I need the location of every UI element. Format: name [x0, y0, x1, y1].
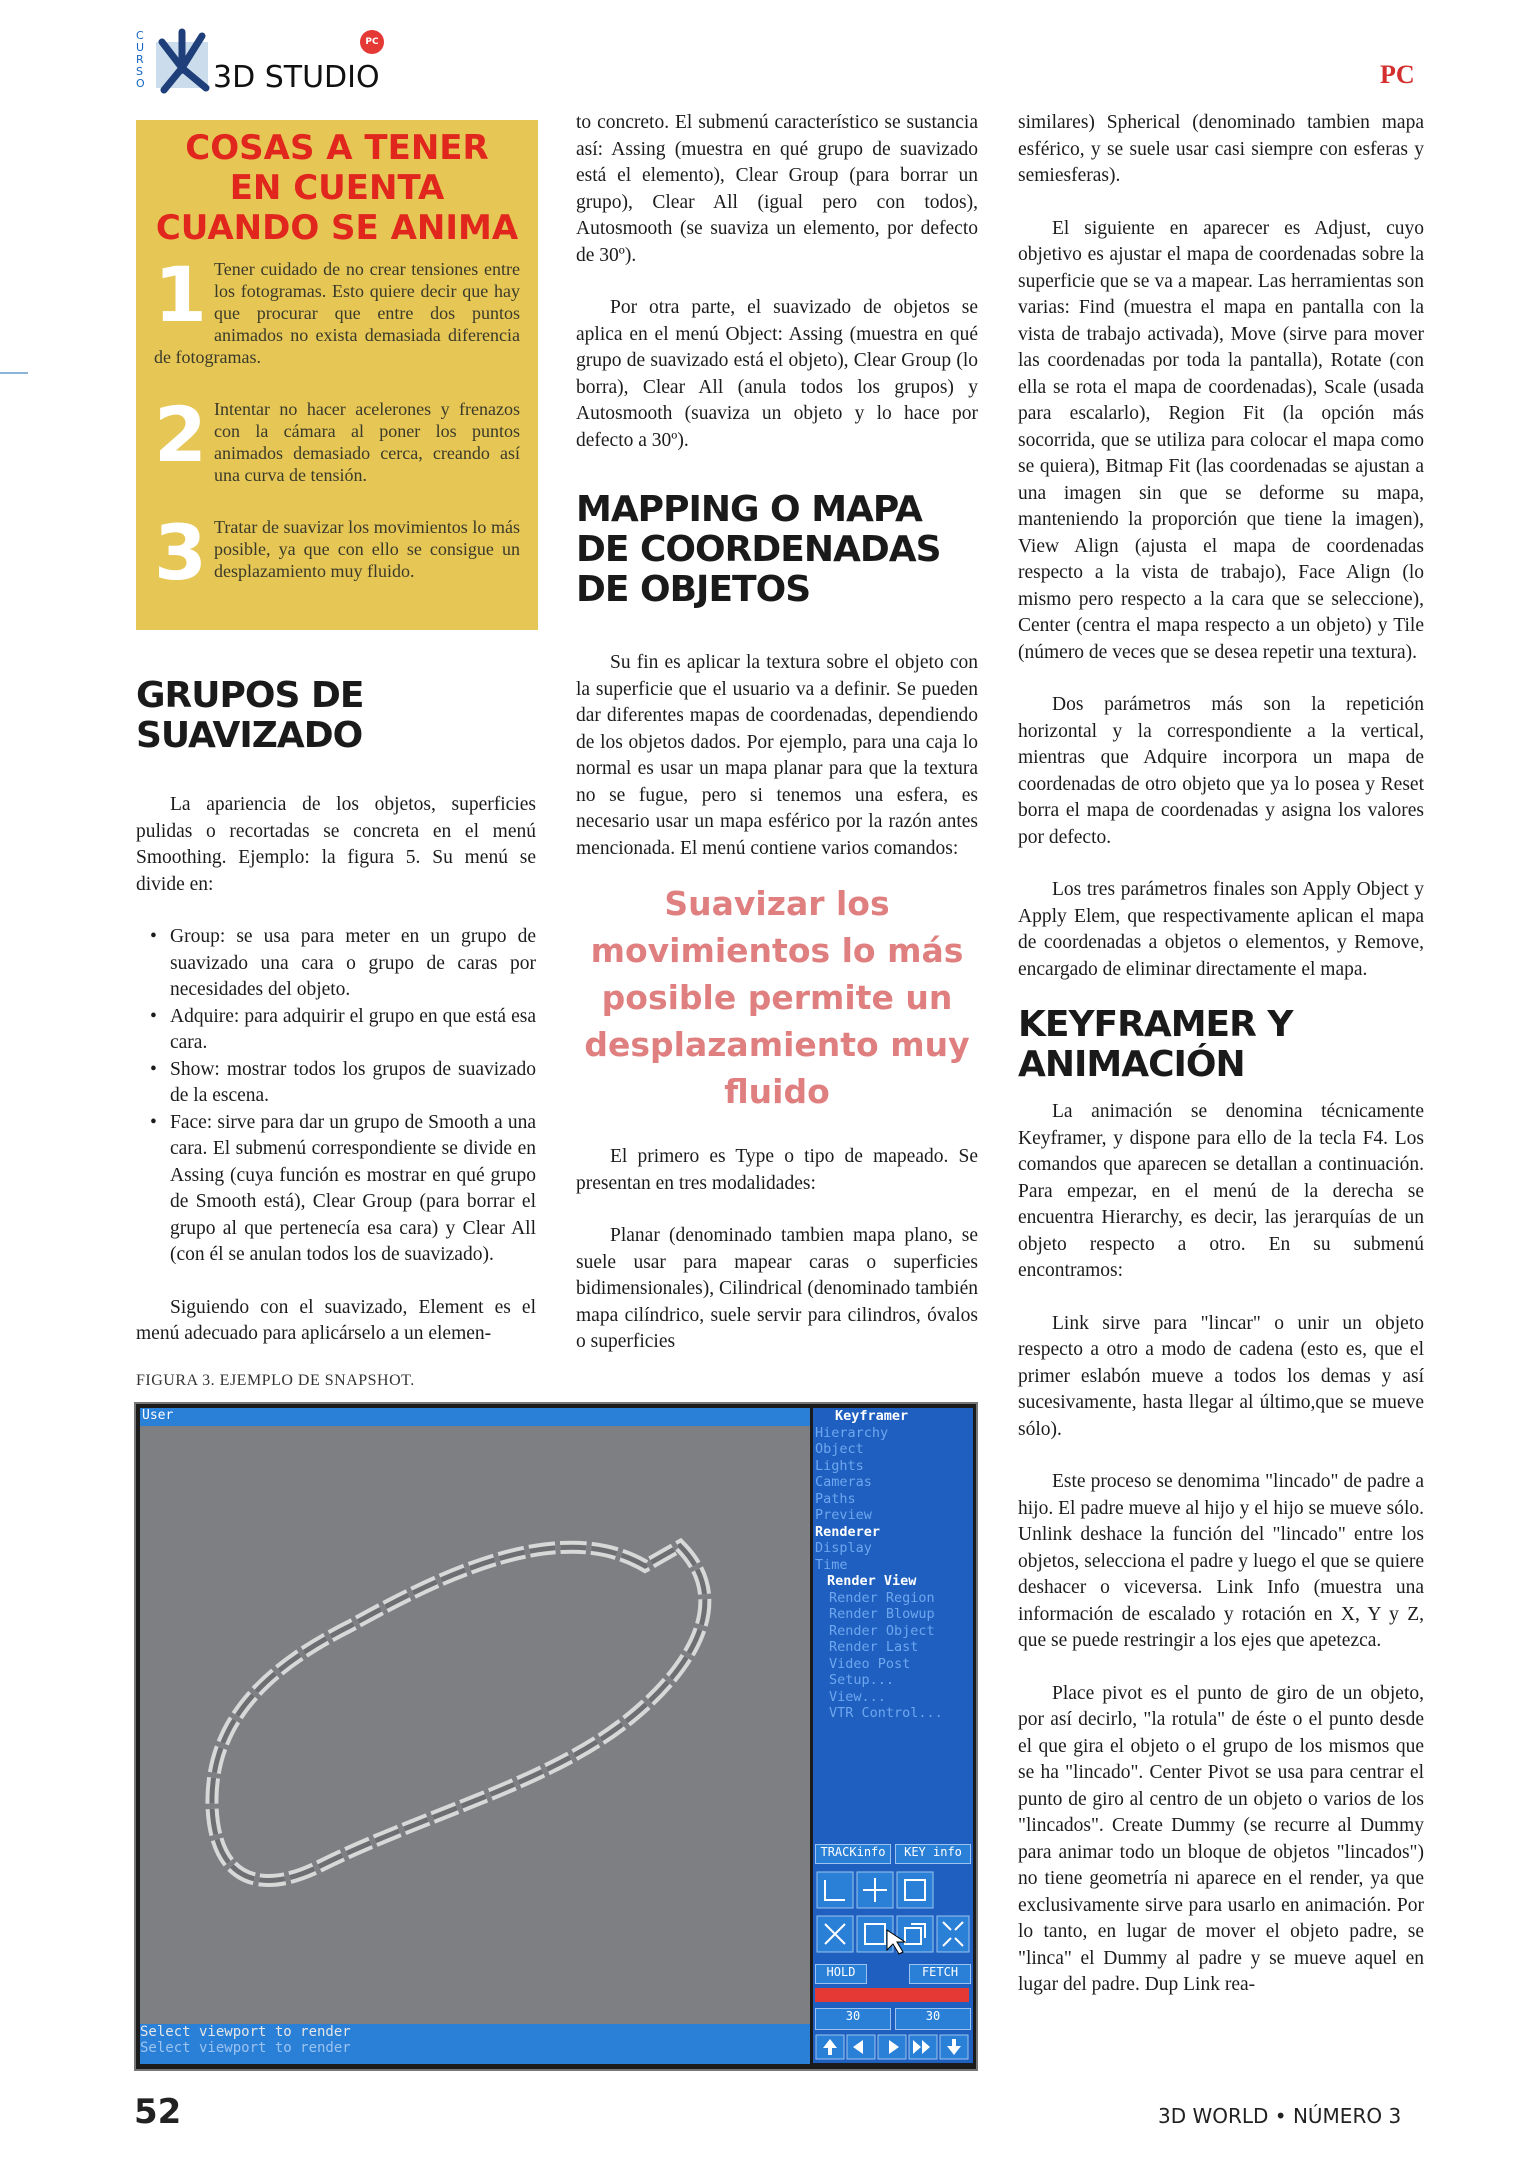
- viewport-label: User: [142, 1408, 174, 1423]
- paragraph: Este proceso se denomima "lincado" de padre a hijo. El padre mueve al hijo y el hijo se mueve sólo. Unlink deshace la función del "lincado" entre los objetos, selecciona el padre y luego el que se quiere deshacer o viceversa. Link Info (muestra una información de escalado y rotación en X, Y y Z, que se puede restringir a los ejes que apetezca.: [1018, 1471, 1424, 1651]
- frame-slider[interactable]: [815, 1988, 969, 2002]
- tips-title-line: COSAS A TENER: [185, 128, 489, 168]
- menu-heading-render-view[interactable]: Render View: [827, 1573, 917, 1589]
- menu-item-render-last[interactable]: Render Last: [829, 1639, 919, 1655]
- menu-item-setup[interactable]: Setup...: [829, 1672, 895, 1688]
- key-info-button[interactable]: KEY info: [895, 1844, 971, 1864]
- user-viewport[interactable]: [140, 1426, 810, 2046]
- track-info-button[interactable]: TRACKinfo: [815, 1844, 891, 1864]
- menu-item-vtr-control[interactable]: VTR Control...: [829, 1705, 943, 1721]
- paragraph: Por otra parte, el suavizado de objetos se aplica en el menú Object: Assing (muestra en qué grupo de suavizado está el objeto), Clear Group (lo borra), Clear All (anula todos los grupos) y Autosmooth (suaviza un objeto y lo hace por defecto a 30º).: [576, 297, 978, 451]
- curso-letter: S: [136, 65, 143, 78]
- section-title: 3D STUDIO: [213, 60, 380, 95]
- heading-line: ANIMACIÓN: [1018, 1044, 1245, 1085]
- heading-line: DE OBJETOS: [576, 569, 811, 610]
- curso-letter: C: [136, 29, 144, 42]
- page-number: 52: [134, 2092, 182, 2132]
- tips-title-line: CUANDO SE ANIMA: [155, 208, 519, 248]
- smoothing-list: [136, 924, 536, 1269]
- menu-item-video-post[interactable]: Video Post: [829, 1655, 911, 1672]
- paragraph: Link sirve para "lincar" o unir un objeto respecto a otro a modo de cadena (esto es, que el primer eslabón mueve a todos los demas y así sucesivamente, hasta llegar al último,que se mueve sólo).: [1018, 1312, 1424, 1440]
- tip-item: [154, 250, 520, 368]
- heading-line: GRUPOS DE: [136, 675, 364, 716]
- heading-line: KEYFRAMER Y: [1018, 1004, 1293, 1045]
- menu-item-time[interactable]: Time: [815, 1556, 848, 1573]
- menu-item-lights[interactable]: Lights: [815, 1457, 864, 1474]
- menu-item-render-object[interactable]: Render Object: [829, 1622, 935, 1639]
- pull-quote: Suavizar los movimientos lo más posible permite un desplazamiento muy fluido: [584, 884, 970, 1111]
- tip-number: 3: [154, 508, 207, 597]
- paragraph: Su fin es aplicar la textura sobre el objeto con la superficie que el usuario va a definir. Se pueden dar diferentes mapas de coordenadas, dependiendo de los objetos dados. Por ejemplo, para una caja lo normal es usar un mapa planar para que la textura no se fugue, pero si tenemos una esfera, es necesario usar un mapa esférico por la razón antes mencionada. El menú contiene varios comandos:: [576, 652, 978, 859]
- fullscreen-icon: [937, 1916, 969, 1952]
- zoom-window-icon: [897, 1872, 933, 1908]
- menu-item-render-region[interactable]: Render Region: [829, 1589, 935, 1606]
- viewport-titlebar: [140, 1408, 810, 1426]
- paragraph: La animación se denomina técnicamente Keyframer, y dispone para ello de la tecla F4. Los comandos que aparecen se detallan a continuación. Para empezar, en el menú de la derecha se encuentra Hierarchy, es decir, las jerarquías de un objeto respecto a otro. En su submenú encontramos:: [1018, 1101, 1424, 1281]
- list-item: • Adquire: para adquirir el grupo en que está esa cara.: [136, 1004, 536, 1057]
- tip-item: [154, 390, 520, 486]
- tip-number: 2: [154, 390, 207, 479]
- snapshot-figure: [134, 1402, 978, 2071]
- menu-item-display[interactable]: Display: [815, 1540, 872, 1556]
- list-item: • Face: sirve para dar un grupo de Smooth a una cara. El submenú correspondiente se divide en Assing (cuya función es mostrar en qué grupo de Smooth está), Clear Group (para borrar el grupo al que pertenecía esa cara) y Clear All (con él se anulan todos los de suavizado).: [136, 1110, 536, 1269]
- column-1: [136, 676, 536, 1374]
- tip-text: Intentar no hacer acelerones y frenazos con la cámara al poner los puntos animados demasiado cerca, creando así una curva de tensión.: [214, 399, 520, 485]
- paragraph: Siguiendo con el suavizado, Element es el menú adecuado para aplicárselo a un elemen-: [136, 1296, 536, 1344]
- menu-item-paths[interactable]: Paths: [815, 1490, 856, 1507]
- menu-item-object[interactable]: Object: [815, 1441, 864, 1457]
- view-tools: [815, 1870, 971, 1960]
- list-item: • Show: mostrar todos los grupos de suavizado de la escena.: [136, 1057, 536, 1110]
- total-frames-field[interactable]: 30: [895, 2008, 971, 2030]
- tips-box: [136, 120, 538, 630]
- playback-controls: [815, 2034, 971, 2060]
- status-line: Select viewport to render: [140, 2024, 351, 2040]
- menu-item-hierarchy[interactable]: Hierarchy: [815, 1424, 889, 1441]
- heading-mapping: [576, 490, 978, 610]
- curso-letter: R: [136, 53, 144, 66]
- fetch-button[interactable]: FETCH: [909, 1964, 971, 1984]
- menu-item-renderer[interactable]: Renderer: [815, 1523, 881, 1540]
- heading-grupos: [136, 676, 536, 756]
- figure-caption: FIGURA 3. EJEMPLO DE SNAPSHOT.: [136, 1372, 415, 1389]
- hold-button[interactable]: HOLD: [815, 1964, 867, 1984]
- current-frame-field[interactable]: 30: [815, 2008, 891, 2030]
- list-item: • Group: se usa para meter en un grupo de suavizado una cara o grupo de caras por necesidades del objeto.: [136, 924, 536, 1004]
- tip-item: [154, 508, 520, 597]
- tip-text: Tener cuidado de no crear tensiones entre los fotogramas. Esto quiere decir que hay que procurar que entre dos puntos animados no exista demasiada diferencia de fotogramas.: [154, 259, 520, 367]
- heading-keyframer: [1018, 1005, 1424, 1085]
- curso-letter: U: [136, 41, 145, 54]
- platform-label: PC: [1380, 60, 1415, 89]
- pc-badge-icon: PC: [360, 30, 384, 54]
- paragraph: Planar (denominado tambien mapa plano, se suele usar para mapear caras o superficies bidimensionales), Cilindrical (denominado también mapa cilíndrico, suele servir para cilindros, óvalos o superficies: [576, 1225, 978, 1352]
- tips-title-line: EN CUENTA: [229, 168, 445, 208]
- tip-number: 1: [154, 250, 207, 339]
- tips-title: [136, 128, 538, 248]
- paragraph: Place pivot es el punto de giro de un objeto, por así decirlo, "la rotula" de éste o el punto desde el que gira el objeto o el grupo de los mismos que se ha "lincado". Center Pivot se usa para centrar el punto de giro al centro de un objeto o varios de los "lincados". Create Dummy (se recurre al Dummy para animar todo un bloque de objetos "lincados") no tiene geometría ni aparece en el render, ya que exclusivamente sirve para usarlo en animación. Por lo tanto, en lugar de mover el objeto padre, se "linca" el Dummy al padre y se mueve aquel en lugar del padre. Dup Link rea-: [1018, 1682, 1424, 1995]
- paragraph: El siguiente en aparecer es Adjust, cuyo objetivo es ajustar el mapa de coordenadas sobre la superficie que se va a mapear. Las herramientas son varias: Find (muestra el mapa en pantalla con la vista de trabajo activada), Move (sirve para mover las coordenadas por toda la pantalla), Rotate (con ella se rota el mapa de coordenadas), Scale (usada para escalarlo), Region Fit (la opción más socorrida, que se utiliza para colocar el mapa como se quiera), Bitmap Fit (las coordenadas se ajustan a una imagen sin que se deforme su mapa, manteniendo la proporción que tiene la imagen), View Align (ajusta el mapa de coordenadas respecto a la vista de trabajo), Face Align (lo mismo pero respecto a la cara que se seleccione), Center (centra el mapa respecto a un objeto) y Tile (número de veces que se desea repetir una textura).: [1018, 217, 1424, 663]
- menu-item-view[interactable]: View...: [829, 1688, 886, 1705]
- paragraph: Dos parámetros más son la repetición horizontal y la correspondiente a la vertical, mientras que Adquire incorpora un mapa de coordenadas de otro objeto que ya lo posea y Reset borra el mapa de coordenadas y asigna los valores por defecto.: [1018, 694, 1424, 848]
- status-line: Select viewport to render: [140, 2040, 351, 2056]
- zoom-box-icon: [897, 1916, 933, 1952]
- keyframer-menu-panel: [813, 1408, 973, 2063]
- paragraph: to concreto. El submenú característico se sustancia así: Assing (muestra en qué grupo de suavizado está el elemento), Clear Group (para borrar un grupo), Clear All (igual pero con todos), Autosmooth (se suaviza un elemento, por defecto de 30º).: [576, 112, 978, 266]
- curso-letter: O: [136, 77, 145, 90]
- column-2-lower: [576, 1144, 978, 1382]
- paragraph: El primero es Type o tipo de mapeado. Se presentan en tres modalidades:: [576, 1146, 978, 1194]
- margin-mark: [0, 372, 28, 374]
- paragraph: Los tres parámetros finales son Apply Object y Apply Elem, que respectivamente aplican el mapa de coordenadas a objetos o elementos, y Remove, encargado de eliminar directamente el mapa.: [1018, 879, 1424, 980]
- zoom-tool-icon: [817, 1872, 853, 1908]
- column-3: [1018, 110, 1424, 2025]
- menu-item-preview[interactable]: Preview: [815, 1507, 872, 1523]
- heading-line: SUAVIZADO: [136, 715, 363, 756]
- status-bar: [140, 2024, 810, 2064]
- 3d-studio-logo-icon: [150, 28, 214, 94]
- menu-item-render-blowup[interactable]: Render Blowup: [829, 1606, 935, 1622]
- heading-line: MAPPING O MAPA: [576, 489, 922, 530]
- chain-wireframe: [140, 1426, 810, 2024]
- tip-text: Tratar de suavizar los movimientos lo más posible, ya que con ello se consigue un desplazamiento muy fluido.: [214, 517, 520, 581]
- column-2: [576, 110, 978, 888]
- paragraph: similares) Spherical (denominado tambien mapa esférico, y se suele usar casi siempre con esferas y semiesferas).: [1018, 112, 1424, 186]
- paragraph: La apariencia de los objetos, superficies pulidas o recortadas se concreta en el menú Smoothing. Ejemplo: la figura 5. Su menú se divide en:: [136, 794, 536, 895]
- menu-heading-keyframer[interactable]: Keyframer: [835, 1408, 909, 1424]
- heading-line: DE COORDENADAS: [576, 529, 941, 570]
- menu-item-cameras[interactable]: Cameras: [815, 1474, 872, 1490]
- magazine-issue: 3D WORLD • NÚMERO 3: [1158, 2104, 1402, 2128]
